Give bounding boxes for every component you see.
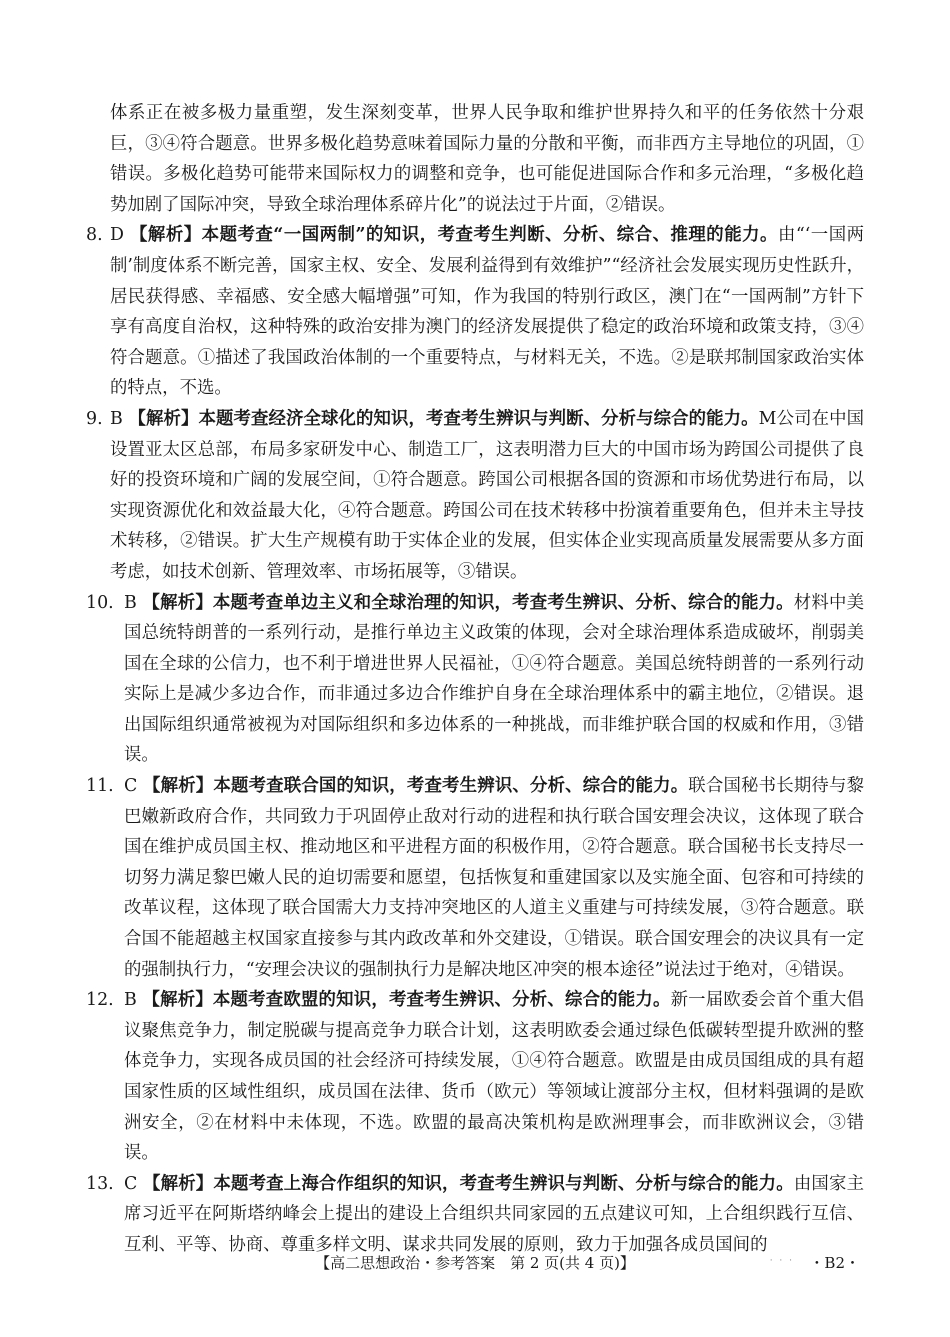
answer-body: 联合国秘书长期待与黎巴嫩新政府合作，共同致力于巩固停止敌对行动的进程和执行联合国安理会决议，这体现了联合国在维护成员国主权、推动地区和平进程方面的积极作用，②符合题意。联合国秘书长支持尽一切努力满足黎巴嫩人民的迫切需要和愿望，包括恢复和重建国家以及实施全面、包容和可持续的改革议程，这体现了联合国需大力支持冲突地区的人道主义重建与可持续发展，③符合题意。联合国不能超越主权国家直接参与其内政改革和外交建设，①错误。联合国安理会的决议具有一定的强制执行力，“安理会决议的强制执行力是解决地区冲突的根本途径”说法过于绝对，④错误。	[124, 776, 864, 980]
answer-item-9	[86, 404, 864, 588]
answer-body: 材料中美国总统特朗普的一系列行动，是推行单边主义政策的体现，会对全球治理体系造成破坏，削弱美国在全球的公信力，也不利于增进世界人民福祉，①④符合题意。美国总统特朗普的一系列行动实际上是减少多边合作，而非通过多边合作维护自身在全球治理体系中的霸主地位，②错误。退出国际组织通常被视为对国际组织和多边体系的一种挑战，而非维护联合国的权威和作用，③错误。	[124, 592, 864, 766]
answer-number: 10.	[86, 592, 114, 613]
answer-heading: 【解析】本题考查上海合作组织的知识，考查考生辨识与判断、分析与综合的能力。	[143, 1173, 794, 1194]
answer-choice: D	[110, 225, 124, 246]
answer-choice: B	[124, 990, 137, 1011]
footer-code: ・B2・	[809, 1254, 860, 1272]
answer-choice: C	[124, 776, 138, 797]
answer-choice: B	[124, 592, 137, 613]
answer-item-8	[86, 220, 864, 404]
intro-paragraph: 体系正在被多极力量重塑，发生深刻变革，世界人民争取和维护世界持久和平的任务依然十分艰巨，③④符合题意。世界多极化趋势意味着国际力量的分散和平衡，而非西方主导地位的巩固，①错误。多极化趋势可能带来国际权力的调整和竞争，也可能促进国际合作和多元治理，“多极化趋势加剧了国际冲突，导致全球治理体系碎片化”的说法过于片面，②错误。	[110, 103, 864, 215]
answer-body: 由国家主席习近平在阿斯塔纳峰会上提出的建设上合组织共同家园的五点建议可知，上合组织践行互信、互利、平等、协商、尊重多样文明、谋求共同发展的原则，致力于加强各成员国间的	[124, 1173, 864, 1255]
answer-body: M公司在中国设置亚太区总部，布局多家研发中心、制造工厂，这表明潜力巨大的中国市场为跨国公司提供了良好的投资环境和广阔的发展空间，①符合题意。跨国公司根据各国的资源和市场优势进行布局，以实现资源优化和效益最大化，④符合题意。跨国公司在技术转移中扮演着重要角色，但并未主导技术转移，②错误。扩大生产规模有助于实体企业的发展，但实体企业实现高质量发展需要从多方面考虑，如技术创新、管理效率、市场拓展等，③错误。	[110, 408, 864, 582]
answer-heading: 【解析】本题考查联合国的知识，考查考生辨识、分析、综合的能力。	[143, 776, 689, 797]
answer-number: 8.	[86, 225, 103, 246]
answer-item-10	[86, 588, 864, 772]
answer-choice: B	[110, 408, 123, 429]
answer-heading: 【解析】本题考查经济全球化的知识，考查考生辨识与判断、分析与综合的能力。	[128, 408, 759, 429]
answer-item-12	[86, 985, 864, 1169]
answer-heading: 【解析】本题考查单边主义和全球治理的知识，考查考生辨识、分析、综合的能力。	[142, 592, 794, 613]
answer-number: 12.	[86, 990, 114, 1011]
answer-number: 9.	[86, 408, 103, 429]
answer-content	[86, 98, 864, 1261]
answer-item-13	[86, 1169, 864, 1261]
page-footer	[86, 1250, 864, 1278]
answer-choice: C	[124, 1173, 138, 1194]
answer-body: 新一届欧委会首个重大倡议聚焦竞争力，制定脱碳与提高竞争力联合计划，这表明欧委会通过绿色低碳转型提升欧洲的整体竞争力，实现各成员国的社会经济可持续发展，①④符合题意。欧盟是由成员国组成的具有超国家性质的区域性组织，成员国在法律、货币（欧元）等领域让渡部分主权，但材料强调的是欧洲安全，②在材料中未体现，不选。欧盟的最高决策机构是欧洲理事会，而非欧洲议会，③错误。	[124, 990, 864, 1164]
answer-body: 由“‘一国两制’制度体系不断完善，国家主权、安全、发展利益得到有效维护”“经济社会发展实现历史性跃升，居民获得感、幸福感、安全感大幅增强”可知，作为我国的特别行政区，澳门在“一国两制”方针下享有高度自治权，这种特殊的政治安排为澳门的经济发展提供了稳定的政治环境和政策支持，③④符合题意。①描述了我国政治体制的一个重要特点，与材料无关，不选。②是联邦制国家政治实体的特点，不选。	[110, 225, 865, 399]
footer-dots-decoration: · · ·	[769, 1256, 794, 1266]
answer-number: 13.	[86, 1173, 114, 1194]
answer-item-11	[86, 771, 864, 985]
answer-heading: 【解析】本题考查欧盟的知识，考查考生辨识、分析、综合的能力。	[142, 990, 671, 1011]
footer-page-info: 【高二思想政治・参考答案 第 2 页(共 4 页)】	[315, 1254, 635, 1272]
answer-heading: 【解析】本题考查“一国两制”的知识，考查考生判断、分析、综合、推理的能力。	[130, 225, 778, 246]
answer-number: 11.	[86, 776, 114, 797]
